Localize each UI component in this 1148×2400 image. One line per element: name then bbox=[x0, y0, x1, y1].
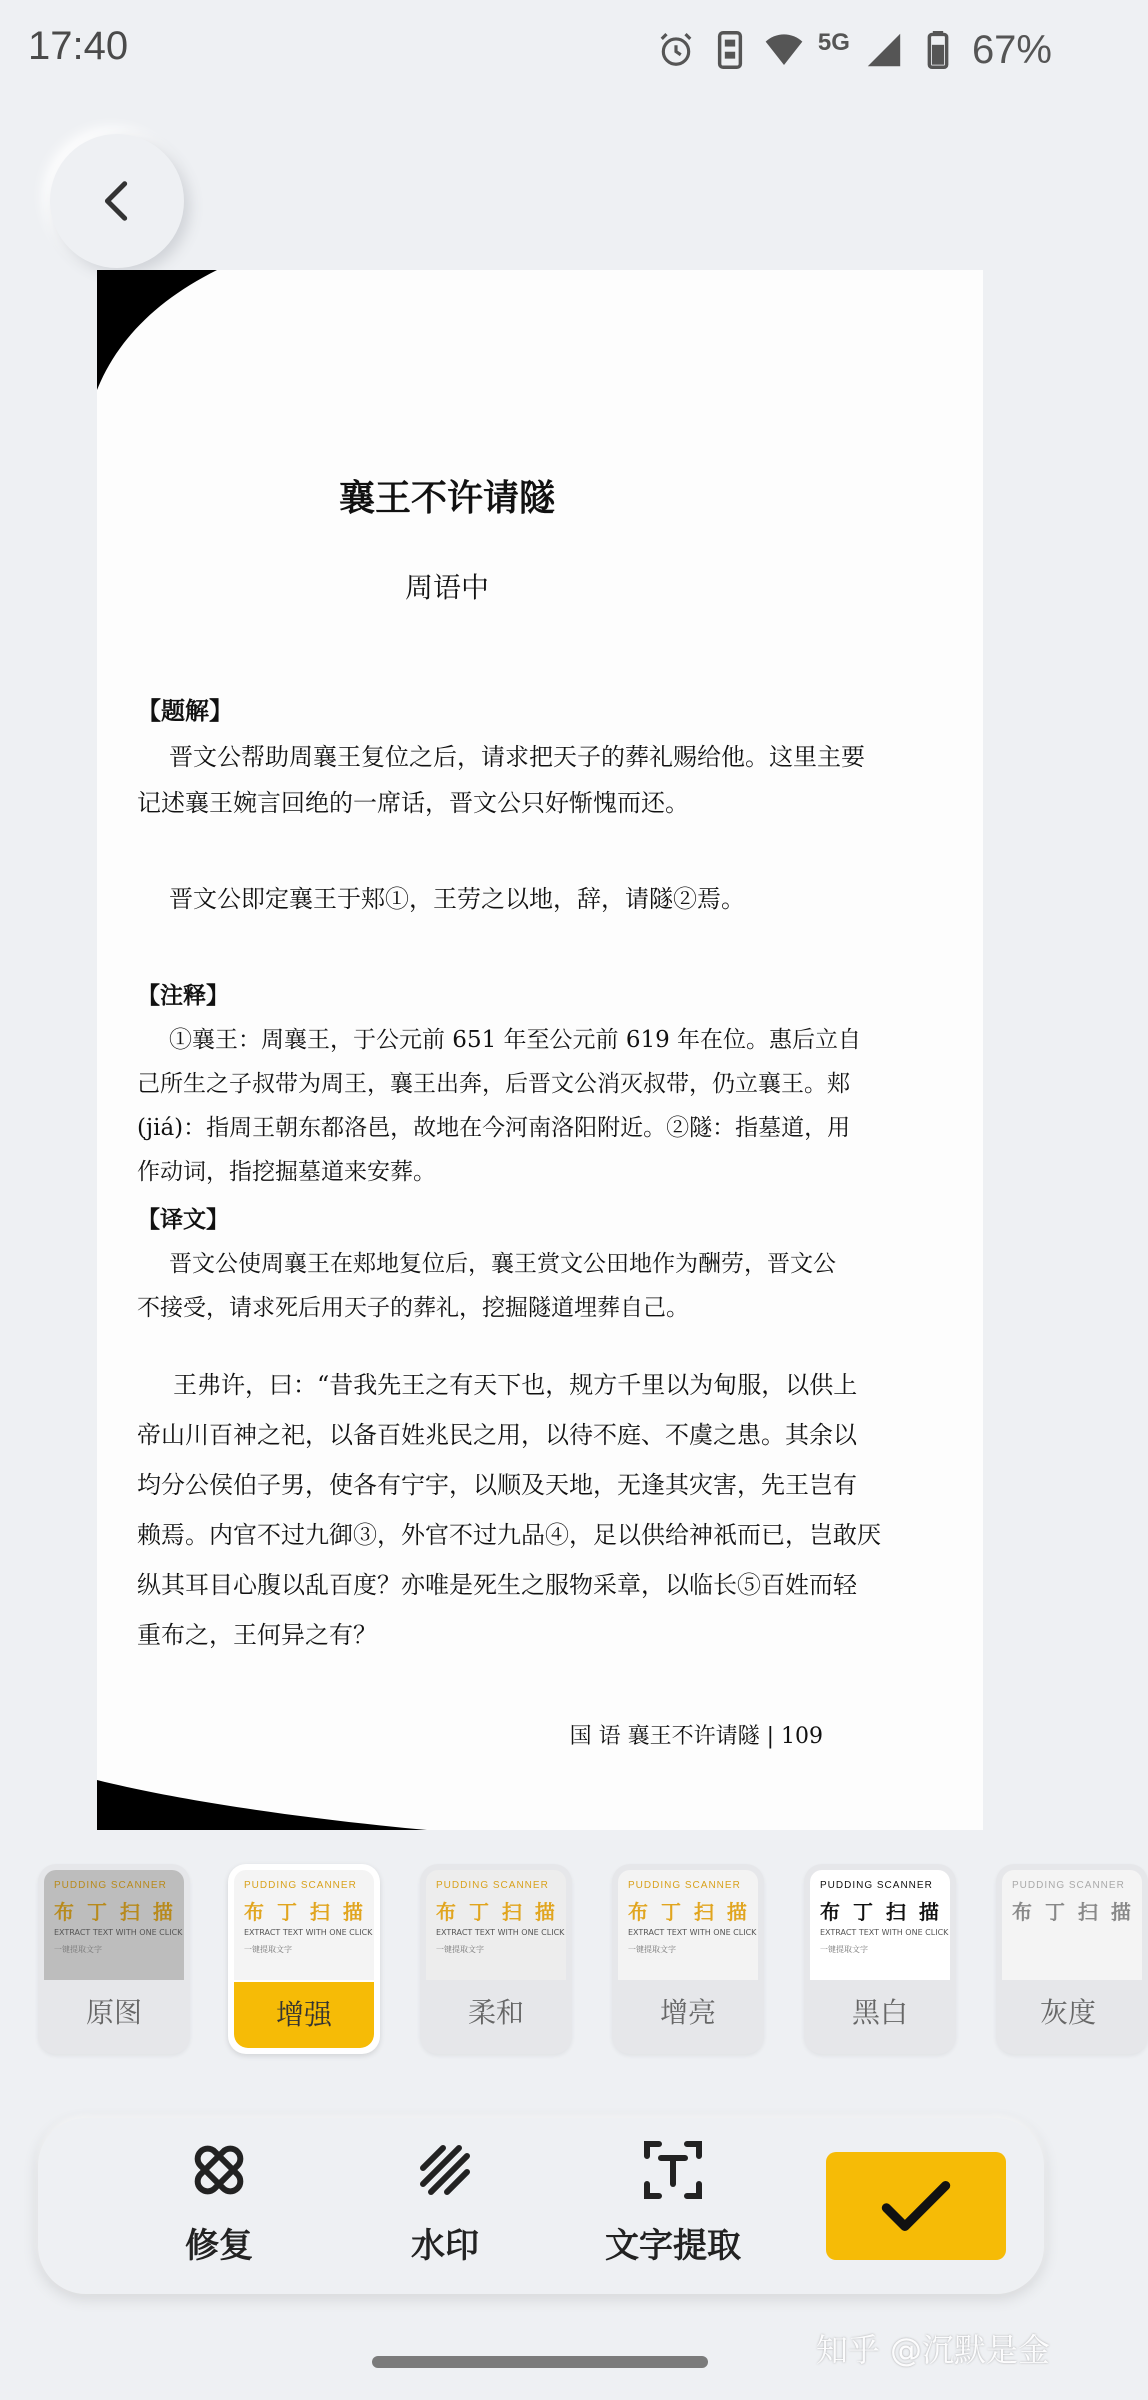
thumb-brand-en: PUDDING SCANNER bbox=[628, 1880, 741, 1891]
translation-line: 晋文公使周襄王在郏地复位后，襄王赏文公田地作为酬劳，晋文公 bbox=[169, 1251, 836, 1277]
filter-enhance[interactable] bbox=[228, 1864, 380, 2054]
thumb-brand-en: PUDDING SCANNER bbox=[820, 1880, 933, 1891]
thumb-line: EXTRACT TEXT WITH ONE CLICK bbox=[820, 1928, 949, 1937]
thumb-brand-cn: 布 丁 扫 描 bbox=[628, 1900, 750, 1924]
thumb-brand-cn: 布 丁 扫 描 bbox=[244, 1900, 366, 1924]
filter-thumbnail bbox=[810, 1870, 950, 1980]
main-text-line: 纵其耳目心腹以乱百度？亦唯是死生之服物采章，以临长⑤百姓而轻 bbox=[137, 1571, 857, 1599]
notes-heading: 【注释】 bbox=[137, 982, 229, 1009]
filter-soft[interactable] bbox=[420, 1864, 572, 2054]
filter-thumbnail bbox=[426, 1870, 566, 1980]
filter-brighten[interactable] bbox=[612, 1864, 764, 2054]
filter-label: 灰度 bbox=[1040, 1996, 1097, 2029]
thumb-line: 一键提取文字 bbox=[820, 1945, 868, 1954]
repair-label: 修复 bbox=[185, 2226, 253, 2266]
main-text-line: 均分公侯伯子男，使各有宁宇，以顺及天地，无逢其灾害，先王岂有 bbox=[137, 1471, 857, 1499]
sim-icon bbox=[710, 30, 750, 70]
document-title: 襄王不许请隧 bbox=[338, 477, 555, 519]
thumb-line: EXTRACT TEXT WITH ONE CLICK bbox=[436, 1928, 565, 1937]
chevron-left-icon bbox=[94, 178, 140, 224]
thumb-line: EXTRACT TEXT WITH ONE CLICK bbox=[54, 1928, 183, 1937]
thumb-line: 一键提取文字 bbox=[54, 1945, 102, 1954]
bottom-toolbar bbox=[38, 2118, 1044, 2294]
intro-line: 记述襄王婉言回绝的一席话，晋文公只好惭愧而还。 bbox=[137, 789, 689, 817]
bandage-icon bbox=[187, 2138, 251, 2202]
thumb-brand-cn: 布 丁 扫 描 bbox=[436, 1900, 558, 1924]
signal-icon bbox=[864, 30, 904, 70]
notes-line: ①襄王：周襄王，于公元前 651 年至公元前 619 年在位。惠后立自 bbox=[169, 1027, 862, 1053]
filter-original[interactable] bbox=[38, 1864, 190, 2054]
filter-thumbnail bbox=[44, 1870, 184, 1980]
confirm-button[interactable] bbox=[826, 2152, 1006, 2260]
alarm-icon bbox=[656, 30, 696, 70]
page-footer: 国 语 襄王不许请隧 | 109 bbox=[569, 1724, 823, 1749]
repair-button[interactable] bbox=[124, 2138, 314, 2278]
filter-grayscale[interactable] bbox=[996, 1864, 1148, 2054]
status-bar bbox=[0, 0, 1080, 100]
thumb-line: EXTRACT TEXT WITH ONE CLICK bbox=[244, 1928, 373, 1937]
document-subtitle: 周语中 bbox=[404, 571, 489, 604]
thumb-line: EXTRACT TEXT WITH ONE CLICK bbox=[628, 1928, 757, 1937]
battery-percent: 67% bbox=[971, 27, 1052, 72]
main-text-line: 赖焉。内官不过九御③，外官不过九品④，足以供给神祇而已，岂敢厌 bbox=[137, 1521, 881, 1549]
main-text bbox=[137, 1360, 937, 1660]
thumb-line: 一键提取文字 bbox=[244, 1945, 292, 1954]
thumb-brand-cn: 布 丁 扫 描 bbox=[820, 1900, 942, 1924]
stripes-icon bbox=[413, 2138, 477, 2202]
site-watermark: 知乎 @沉默是金 bbox=[815, 2331, 1050, 2369]
main-text-line: 王弗许，曰：“昔我先王之有天下也，规方千里以为甸服，以供上 bbox=[173, 1371, 858, 1399]
wifi-icon bbox=[764, 30, 804, 70]
filter-thumbnail bbox=[1002, 1870, 1142, 1980]
main-text-line: 帝山川百神之祀，以备百姓兆民之用，以待不庭、不虞之患。其余以 bbox=[137, 1421, 857, 1449]
back-button[interactable] bbox=[50, 134, 184, 268]
filter-label: 增强 bbox=[234, 1982, 374, 2048]
battery-icon bbox=[918, 30, 958, 70]
filter-label: 原图 bbox=[85, 1996, 142, 2029]
watermark-button[interactable] bbox=[350, 2138, 540, 2278]
intro-heading: 【题解】 bbox=[137, 696, 233, 725]
notes-line: 作动词，指挖掘墓道来安葬。 bbox=[137, 1159, 436, 1185]
filter-label: 黑白 bbox=[851, 1996, 908, 2029]
translation-line: 不接受，请求死后用天子的葬礼，挖掘隧道埋葬自己。 bbox=[137, 1295, 689, 1321]
thumb-brand-cn: 布 丁 扫 描 bbox=[54, 1900, 176, 1924]
thumb-line: 一键提取文字 bbox=[628, 1945, 676, 1954]
notes-line: (jiá)：指周王朝东都洛邑，故地在今河南洛阳附近。②隧：指墓道，用 bbox=[137, 1115, 851, 1141]
filter-thumbnail bbox=[618, 1870, 758, 1980]
network-type: 5G bbox=[817, 29, 850, 56]
thumb-line: 一键提取文字 bbox=[436, 1945, 484, 1954]
text-extract-button[interactable] bbox=[578, 2138, 768, 2278]
text-extract-label: 文字提取 bbox=[605, 2226, 741, 2266]
thumb-brand-en: PUDDING SCANNER bbox=[54, 1880, 167, 1891]
filter-thumbnail bbox=[234, 1870, 374, 1980]
status-icons bbox=[656, 24, 1052, 76]
filter-label: 柔和 bbox=[467, 1996, 524, 2029]
filter-strip bbox=[0, 1858, 1134, 2068]
thumb-brand-en: PUDDING SCANNER bbox=[1012, 1880, 1125, 1891]
filter-black-white[interactable] bbox=[804, 1864, 956, 2054]
intro-line: 晋文公帮助周襄王复位之后，请求把天子的葬礼赐给他。这里主要 bbox=[169, 743, 865, 771]
thumb-brand-en: PUDDING SCANNER bbox=[244, 1880, 357, 1891]
thumb-brand-en: PUDDING SCANNER bbox=[436, 1880, 549, 1891]
scanned-document bbox=[97, 270, 983, 1830]
original-text: 晋文公即定襄王于郏①，王劳之以地，辞，请隧②焉。 bbox=[169, 885, 745, 913]
status-time: 17:40 bbox=[28, 24, 129, 68]
main-text-line: 重布之，王何异之有？ bbox=[137, 1621, 377, 1649]
translation-heading: 【译文】 bbox=[137, 1206, 229, 1233]
text-scan-icon bbox=[641, 2138, 705, 2202]
notes-line: 己所生之子叔带为周王，襄王出奔，后晋文公消灭叔带，仍立襄王。郏 bbox=[137, 1071, 850, 1097]
filter-label: 增亮 bbox=[659, 1996, 716, 2029]
thumb-brand-cn: 布 丁 扫 描 bbox=[1012, 1900, 1134, 1924]
checkmark-icon bbox=[879, 2176, 953, 2236]
notes-section bbox=[137, 974, 937, 1330]
intro-section bbox=[137, 688, 937, 826]
home-indicator[interactable] bbox=[372, 2356, 708, 2368]
watermark-label: 水印 bbox=[411, 2226, 479, 2266]
